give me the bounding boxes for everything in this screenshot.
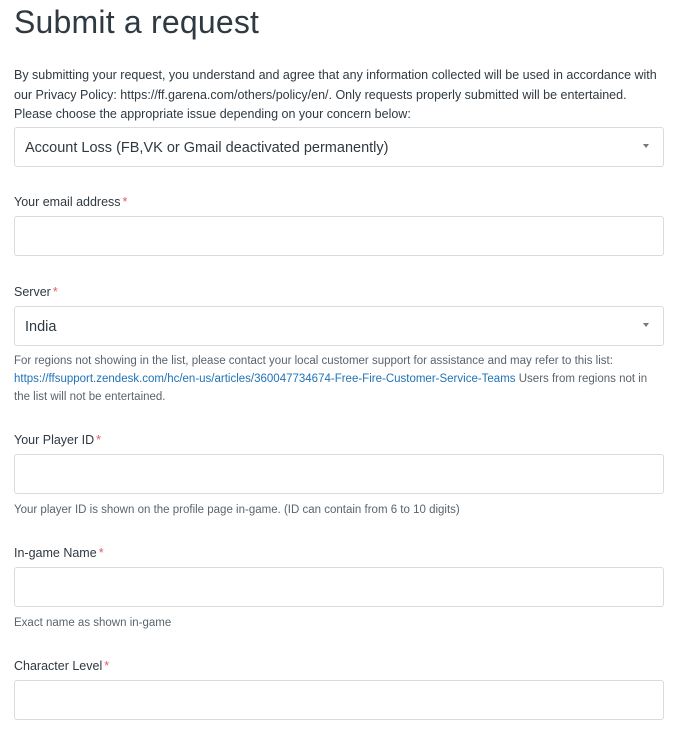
ingame-name-label-text: In-game Name [14, 546, 97, 560]
email-label-text: Your email address [14, 195, 121, 209]
server-label-text: Server [14, 285, 51, 299]
support-teams-link[interactable]: https://ffsupport.zendesk.com/hc/en-us/articles/360047734674-Free-Fire-Customer-Service-Teams [14, 373, 516, 385]
required-marker: * [98, 546, 104, 560]
server-hint [14, 352, 664, 406]
issue-type-value: Account Loss (FB,VK or Gmail deactivated permanently) [25, 140, 389, 156]
character-level-field[interactable] [14, 680, 664, 720]
server-hint-after: Users from regions not in the list will not be entertained. [14, 373, 648, 403]
server-select[interactable] [14, 306, 664, 346]
server-hint-before: For regions not showing in the list, please contact your local customer support for assistance and may refer to this list: [14, 355, 613, 367]
email-label [14, 195, 127, 209]
ingame-name-label [14, 546, 104, 560]
server-value: India [25, 319, 57, 335]
chevron-down-icon [643, 323, 649, 327]
ingame-name-hint: Exact name as shown in-game [14, 617, 172, 629]
character-level-label [14, 659, 109, 673]
ingame-name-field[interactable] [14, 567, 664, 607]
player-id-hint: Your player ID is shown on the profile page in-game. (ID can contain from 6 to 10 digits) [14, 504, 460, 516]
required-marker: * [122, 195, 128, 209]
character-level-label-text: Character Level [14, 659, 103, 673]
player-id-label-text: Your Player ID [14, 433, 95, 447]
required-marker: * [96, 433, 102, 447]
required-marker: * [104, 659, 110, 673]
chevron-down-icon [643, 144, 649, 148]
server-label [14, 285, 58, 299]
player-id-label [14, 433, 101, 447]
required-marker: * [52, 285, 58, 299]
email-field[interactable] [14, 216, 664, 256]
player-id-field[interactable] [14, 454, 664, 494]
page-title: Submit a request [14, 4, 260, 40]
issue-type-select[interactable] [14, 127, 664, 167]
intro-text: By submitting your request, you understand and agree that any information collected will be used in accordance with our Privacy Policy: https://ff.garena.com/others/policy/en/. Only requests properly submitted will be entertained. Please choose the appropriate issue depending on your concern below: [14, 68, 657, 121]
